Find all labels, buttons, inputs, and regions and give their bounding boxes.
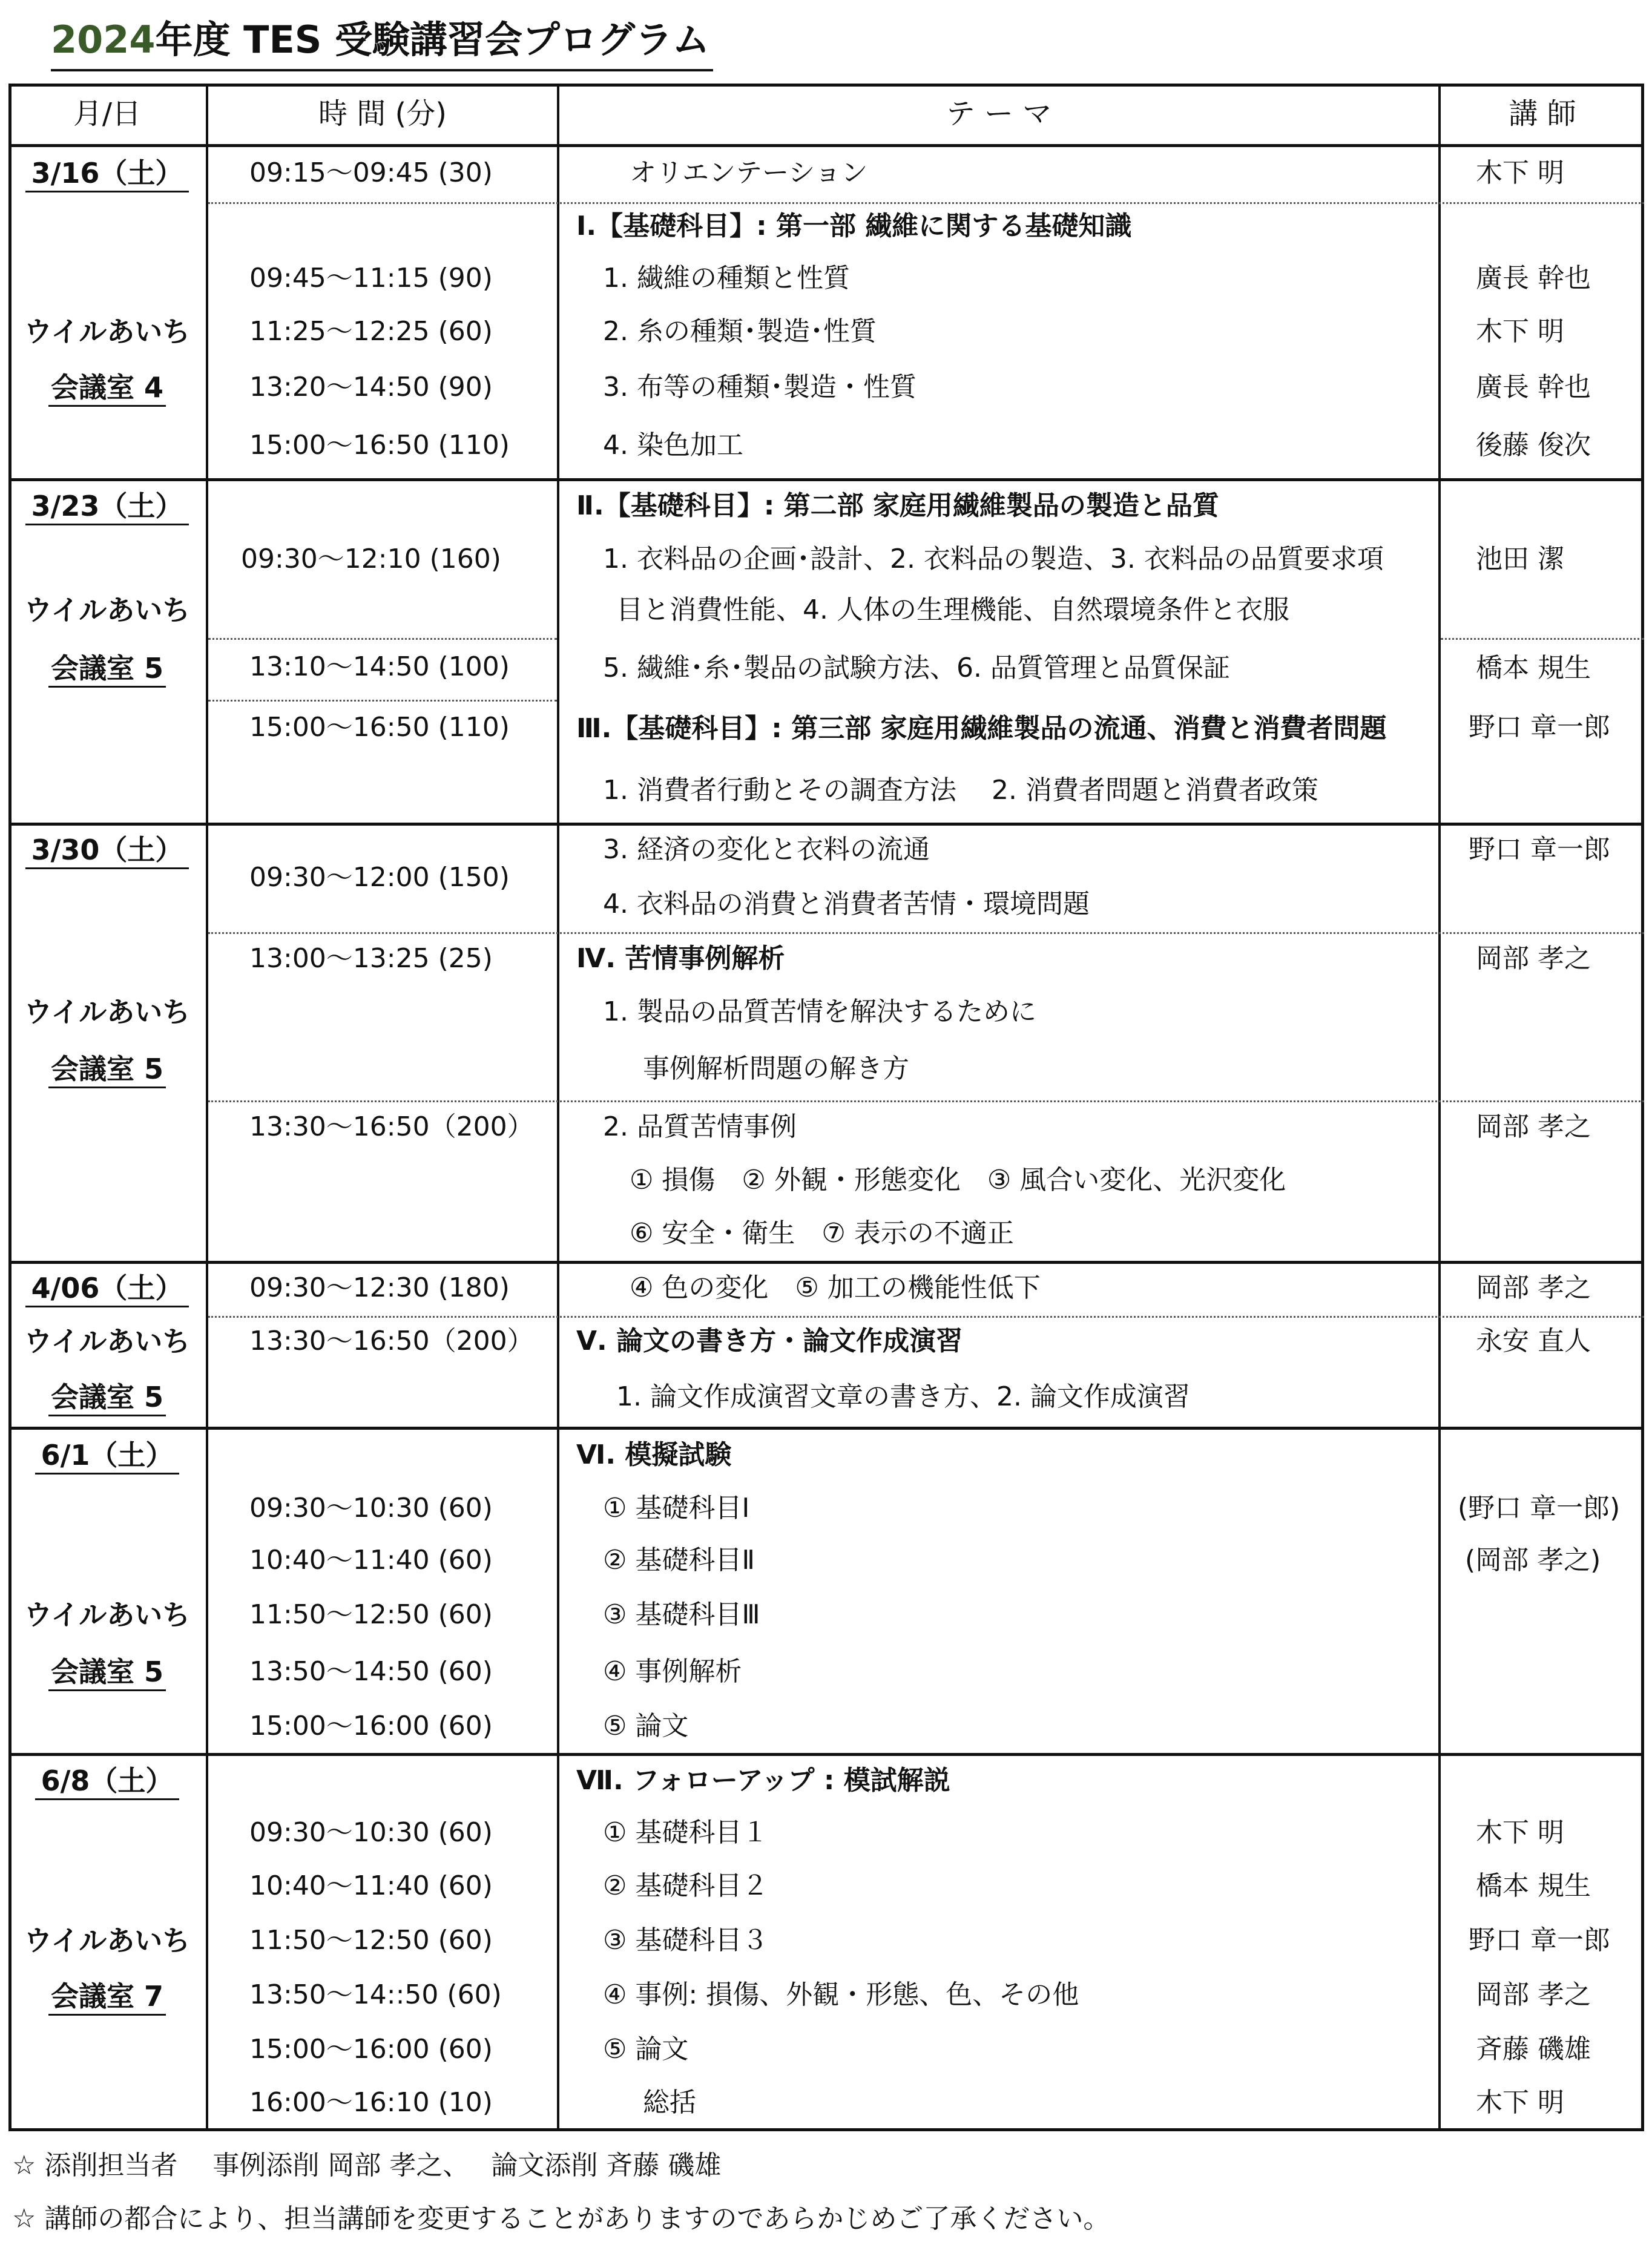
page-title [51,11,713,71]
theme-text: ② 基礎科目Ⅱ [603,1545,755,1576]
day-date: 6/8（土） [8,1763,206,1799]
day-venue: ウイルあいち [24,1599,191,1631]
theme-text: ⑥ 安全・衛生 ⑦ 表示の不適正 [630,1218,1014,1249]
theme-text: 目と消費性能、4. 人体の生理機能、自然環境条件と衣服 [616,594,1289,625]
sub-divider [1441,638,1644,640]
sub-divider [208,202,1644,204]
theme-text: ⑤ 論文 [603,1711,689,1741]
theme-text: ① 損傷 ② 外観・形態変化 ③ 風合い変化、光沢変化 [630,1165,1286,1195]
day-room: 会議室 5 [8,650,206,686]
lecturer-name: 野口 章一郎 [1469,712,1610,743]
day-date: 4/06（土） [8,1270,206,1306]
session-time: 13:10～14:50 (100) [249,651,510,682]
theme-text: 5. 繊維･糸･製品の試験方法、6. 品質管理と品質保証 [603,653,1230,683]
lecturer-name: 木下 明 [1476,1817,1564,1848]
session-time: 13:30～16:50（200） [249,1326,534,1356]
col-divider [206,84,208,2131]
session-time: 11:25～12:25 (60) [249,316,493,347]
lecturer-name: 木下 明 [1476,157,1564,188]
theme-text: 2. 糸の種類･製造･性質 [603,316,877,347]
day-room: 会議室 5 [8,1051,206,1087]
lecturer-name: 岡部 孝之 [1476,943,1591,974]
header-theme: テ ー マ [946,97,1052,131]
theme-text: ② 基礎科目２ [603,1870,769,1901]
theme-text: 3. 経済の変化と衣料の流通 [603,834,930,865]
theme-text: 2. 品質苦情事例 [603,1111,797,1142]
session-time: 10:40～11:40 (60) [249,1545,493,1576]
header-divider [8,144,1644,147]
theme-text: 4. 染色加工 [603,430,743,461]
theme-text: ④ 色の変化 ⑤ 加工の機能性低下 [630,1272,1041,1303]
day-date: 6/1（土） [8,1437,206,1473]
theme-text: 1. 製品の品質苦情を解決するために [603,996,1036,1027]
row-divider [8,1753,1644,1756]
session-time: 15:00～16:00 (60) [249,2034,493,2065]
lecturer-name: 池田 潔 [1476,544,1564,574]
session-time: 09:30～12:30 (180) [249,1272,510,1303]
theme-text: ③ 基礎科目Ⅲ [603,1599,760,1630]
title-year: 2024 [51,18,156,62]
day-room: 会議室 5 [8,1379,206,1415]
lecturer-name: (野口 章一郎) [1458,1493,1621,1524]
day-venue: ウイルあいち [24,1924,191,1957]
header-lecturer: 講 師 [1509,97,1576,131]
day-room: 会議室 7 [8,1978,206,2014]
theme-text: ① 基礎科目Ⅰ [603,1493,750,1524]
header-date: 月/日 [73,97,142,131]
lecturer-name: 岡部 孝之 [1476,1979,1591,2010]
day-room: 会議室 4 [8,369,206,406]
day-venue: ウイルあいち [24,996,191,1028]
sub-divider [208,700,557,702]
theme-text: 1. 繊維の種類と性質 [603,263,850,294]
note-text: ☆ 添削担当者 事例添削 岡部 孝之、 論文添削 斉藤 磯雄 [12,2150,722,2181]
day-room: 会議室 5 [8,1654,206,1690]
session-time: 09:30～10:30 (60) [249,1817,493,1848]
theme-text: ④ 事例: 損傷、外観・形態、色、その他 [603,1979,1079,2010]
header-time: 時 間 (分) [318,97,447,131]
session-time: 15:00～16:50 (110) [249,712,510,743]
session-time: 13:20～14:50 (90) [249,372,493,403]
lecturer-name: 岡部 孝之 [1476,1272,1591,1303]
lecturer-name: 岡部 孝之 [1476,1111,1591,1142]
section-heading: Ⅴ. 論文の書き方・論文作成演習 [576,1326,963,1356]
session-time: 15:00～16:00 (60) [249,1711,493,1741]
theme-text: 1. 衣料品の企画･設計、2. 衣料品の製造、3. 衣料品の品質要求項 [603,544,1384,574]
lecturer-name: (岡部 孝之) [1465,1545,1601,1576]
session-time: 11:50～12:50 (60) [249,1599,493,1630]
section-heading: Ⅱ.【基礎科目】: 第二部 家庭用繊維製品の製造と品質 [576,490,1219,521]
lecturer-name: 野口 章一郎 [1469,834,1610,865]
row-divider [8,478,1644,481]
section-heading: Ⅳ. 苦情事例解析 [576,943,785,974]
lecturer-name: 橋本 規生 [1476,1870,1591,1901]
section-heading: Ⅶ. フォローアップ : 模試解説 [576,1765,950,1796]
theme-text: 4. 衣料品の消費と消費者苦情・環境問題 [603,889,1090,919]
session-time: 09:30～10:30 (60) [249,1493,493,1524]
theme-text: 事例解析問題の解き方 [643,1053,909,1084]
session-time: 09:45～11:15 (90) [249,263,493,294]
row-divider [8,1427,1644,1430]
theme-text: オリエンテーション [630,157,868,188]
sub-divider [208,1316,1644,1318]
section-heading: Ⅵ. 模擬試験 [576,1439,732,1470]
day-date: 3/16（土） [8,155,206,191]
session-time: 15:00～16:50 (110) [249,430,510,461]
lecturer-name: 廣長 幹也 [1476,263,1591,294]
theme-text: 3. 布等の種類･製造・性質 [603,372,916,403]
session-time: 13:00～13:25 (25) [249,943,493,974]
lecturer-name: 木下 明 [1476,2087,1564,2118]
theme-text: ④ 事例解析 [603,1656,742,1687]
session-time: 09:30～12:00 (150) [249,862,510,893]
day-date: 3/30（土） [8,832,206,868]
lecturer-name: 後藤 俊次 [1476,430,1591,461]
session-time: 16:00～16:10 (10) [249,2087,493,2118]
section-heading: Ⅰ.【基礎科目】: 第一部 繊維に関する基礎知識 [576,211,1132,242]
session-time: 09:30～12:10 (160) [241,544,501,574]
session-time: 09:15～09:45 (30) [249,157,493,188]
col-divider [557,84,559,2131]
section-heading: Ⅲ.【基礎科目】: 第三部 家庭用繊維製品の流通、消費と消費者問題 [576,713,1387,744]
sub-divider [208,932,1644,934]
title-text: 年度 TES 受験講習会プログラム [155,18,710,62]
lecturer-name: 野口 章一郎 [1469,1925,1610,1956]
row-divider [8,1261,1644,1264]
theme-text: ③ 基礎科目３ [603,1925,769,1956]
session-time: 11:50～12:50 (60) [249,1925,493,1956]
lecturer-name: 木下 明 [1476,316,1564,347]
row-divider [8,823,1644,826]
theme-text: ① 基礎科目１ [603,1817,769,1848]
lecturer-name: 斉藤 磯雄 [1476,2034,1591,2065]
session-time: 13:50～14:50 (60) [249,1656,493,1687]
theme-text: 1. 論文作成演習文章の書き方、2. 論文作成演習 [616,1381,1190,1412]
day-venue: ウイルあいち [24,594,191,626]
sub-divider [208,638,557,640]
day-venue: ウイルあいち [24,1325,191,1358]
theme-text: 総括 [643,2087,696,2118]
col-divider [1438,84,1441,2131]
lecturer-name: 永安 直人 [1476,1326,1591,1356]
lecturer-name: 廣長 幹也 [1476,372,1591,403]
sub-divider [208,1100,1644,1102]
theme-text: ⑤ 論文 [603,2034,689,2065]
session-time: 13:30～16:50（200） [249,1111,534,1142]
lecturer-name: 橋本 規生 [1476,653,1591,683]
session-time: 13:50～14::50 (60) [249,1979,502,2010]
note-text: ☆ 講師の都合により、担当講師を変更することがありますのであらかじめご了承ください。 [12,2203,1110,2234]
day-venue: ウイルあいち [24,315,191,348]
session-time: 10:40～11:40 (60) [249,1870,493,1901]
day-date: 3/23（土） [8,488,206,524]
theme-text: 1. 消費者行動とその調査方法 2. 消費者問題と消費者政策 [603,775,1318,806]
